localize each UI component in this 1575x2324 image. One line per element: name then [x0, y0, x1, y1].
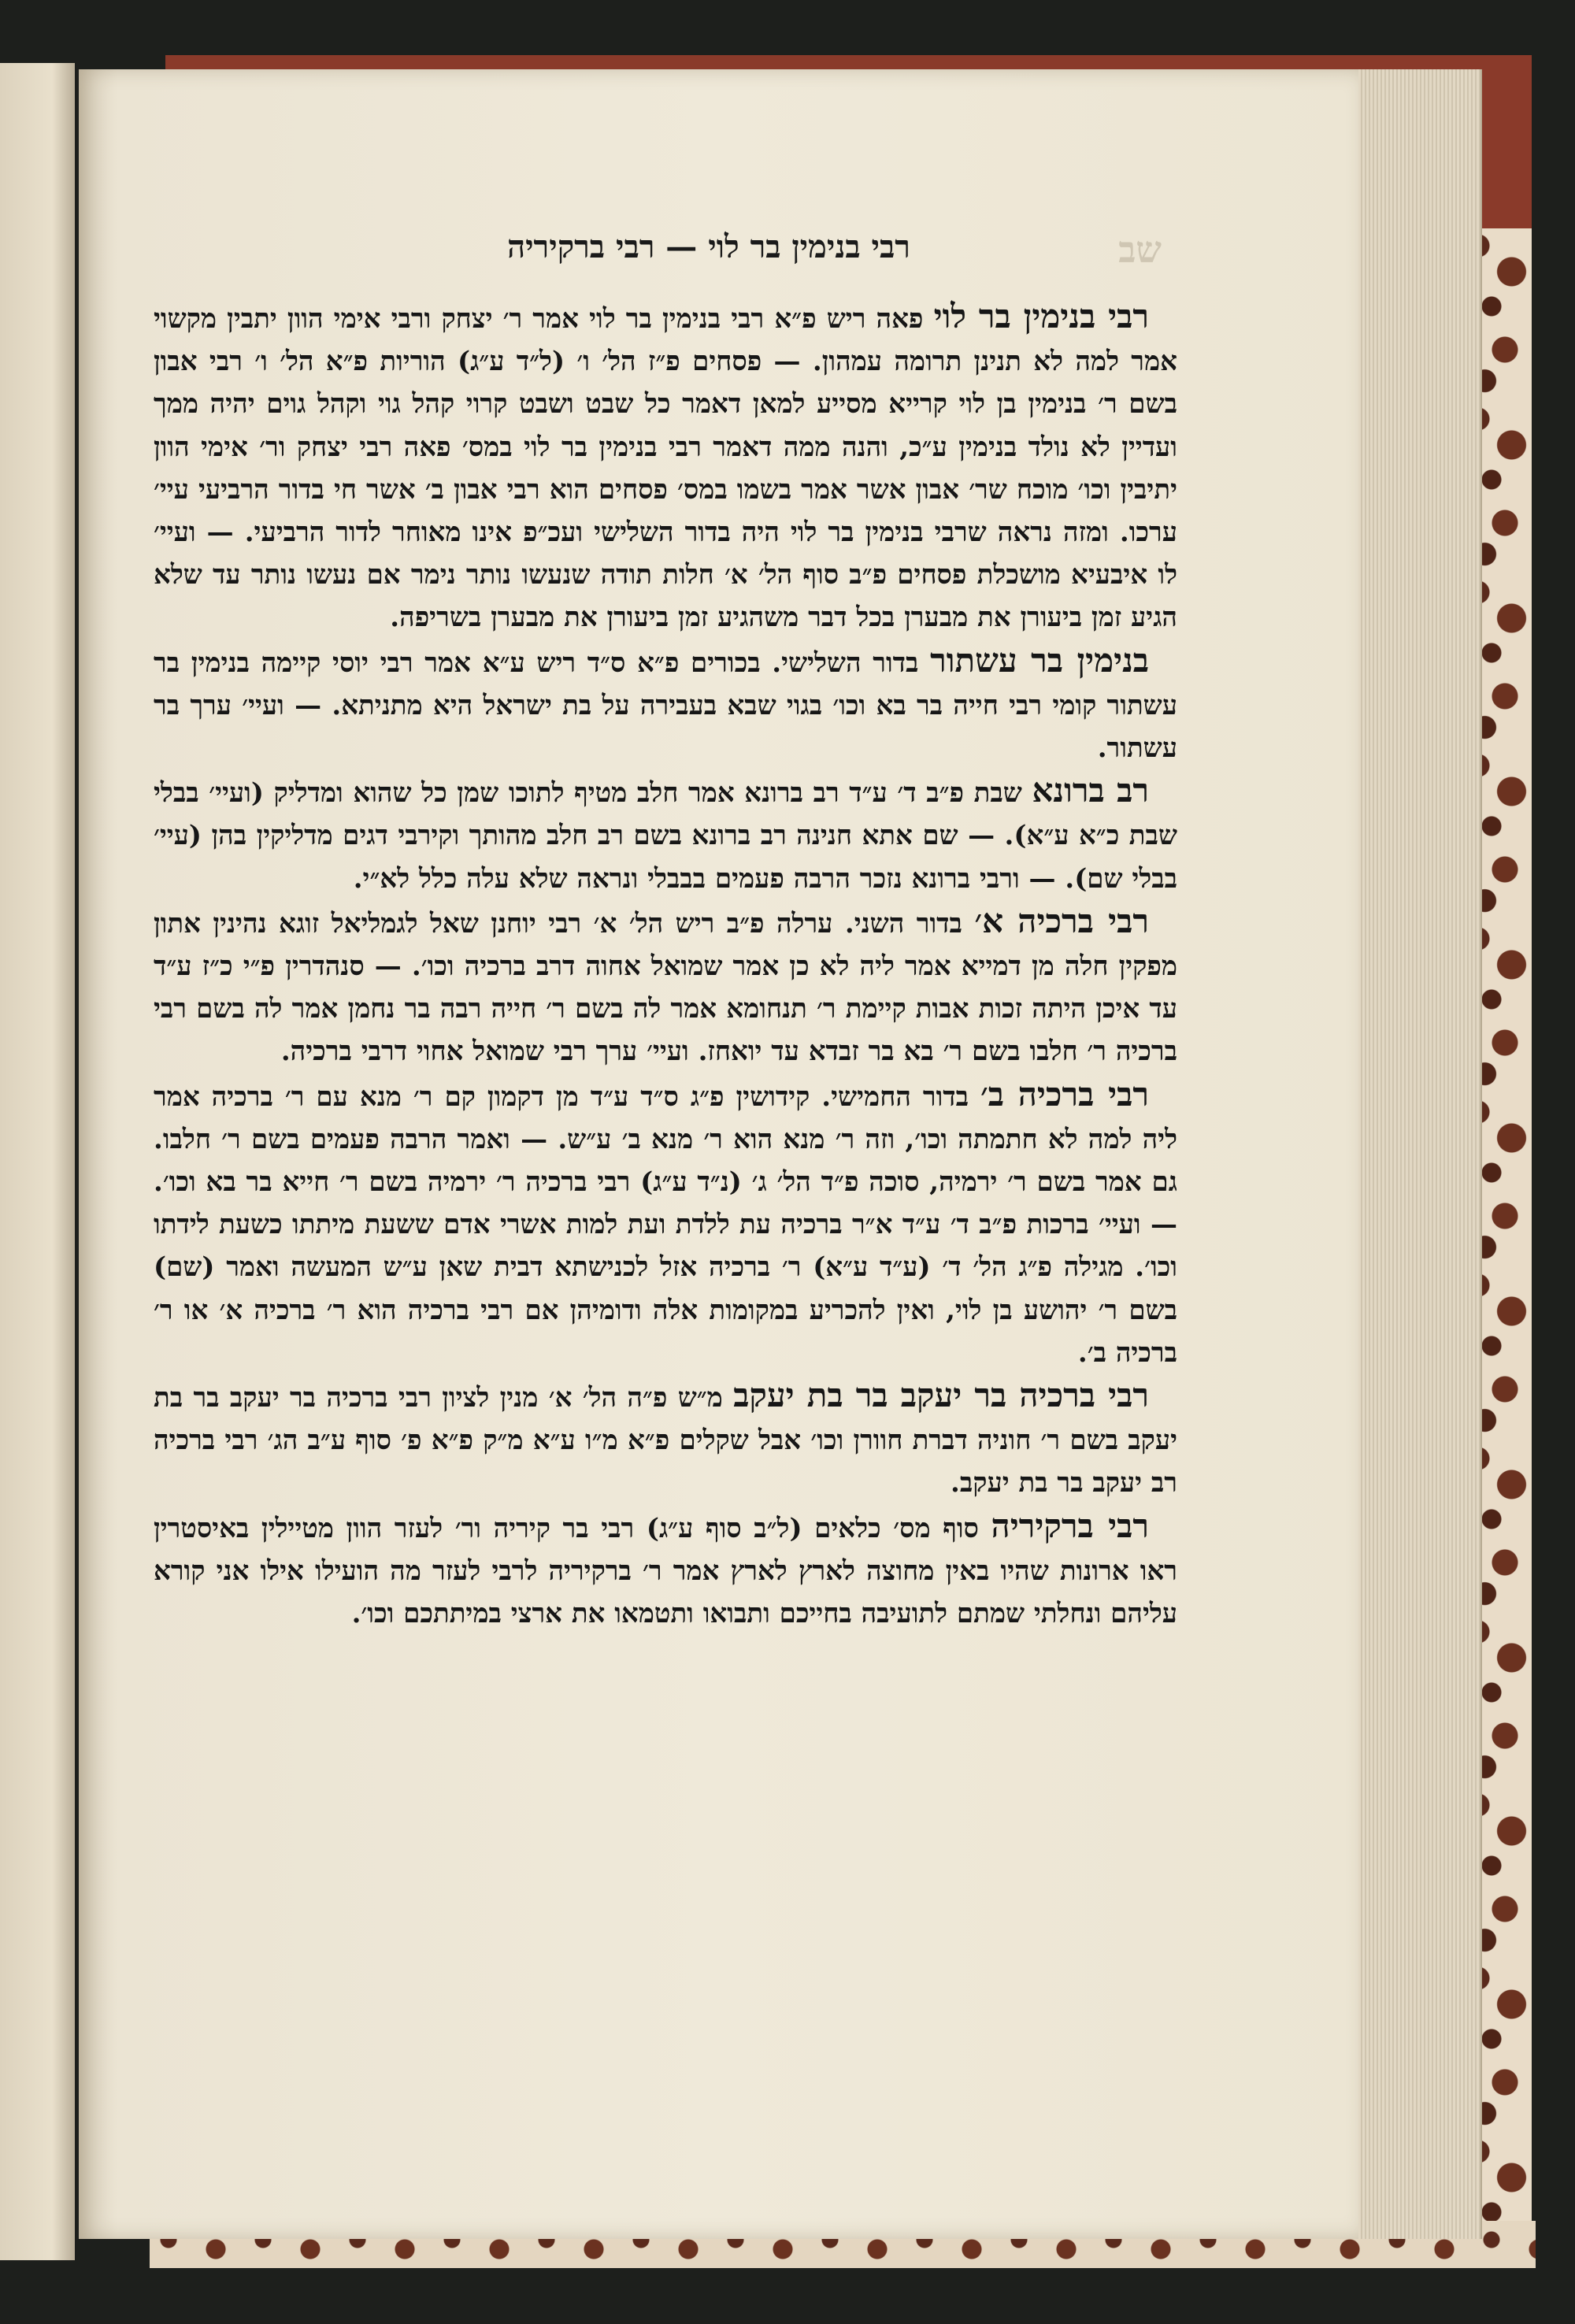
entry-headword: רבי בנימין בר לוי — [933, 297, 1149, 335]
entry-headword: רבי ברכיה א׳ — [974, 901, 1149, 940]
entry — [154, 1374, 1177, 1505]
entry-text: בדור השני. ערלה פ״ב ריש הל׳ א׳ רבי יוחנן שאל לגמליאל זוגא נהינין אתון מפקין חלה מן דמייא אמר ליה לא כן אמר שמואל אחוה דרב ברכיה וכו׳. — סנהדרין פ״י כ״ז ע״ד עד איכן היתה זכות אבות קיימת ר׳ תנחומא אמר לה בשם ר׳ חייה רבה בר נחמן אמר לה בשם רבי ברכיה ר׳ חלבו בשם ר׳ בא בר זבדא עד יואחז. ועיי׳ ערך רבי שמואל אחוי דרבי ברכיה. — [154, 907, 1177, 1068]
facing-page-edge — [0, 63, 75, 2260]
entry-headword: רבי ברכיה בר יעקב בר בת יעקב — [733, 1376, 1149, 1415]
entry-headword: בנימין בר עשתור — [930, 640, 1149, 680]
entry — [154, 1073, 1177, 1374]
page-body — [154, 295, 1177, 2091]
entry-headword: רבי ברכיה ב׳ — [980, 1074, 1149, 1114]
entry-text: בדור החמישי. קידושין פ״ג ס״ד ע״ד מן דקמון קם ר׳ מנא עם ר׳ ברכיה אמר ליה למה לא חתמתה וכו׳, וזה ר׳ מנא הוא ר׳ מנא ב׳ ע״ש. — ואמר הרבה פעמים בשם ר׳ חלבו. גם אמר בשם ר׳ ירמיה, סוכה פ״ד הל׳ ג׳ (נ״ד ע״ג) רבי ברכיה ר׳ ירמיה בשם ר׳ חייא בר בא וכו׳. — ועיי׳ ברכות פ״ב ד׳ ע״ד א״ר ברכיה עת ללדת ועת למות אשרי אדם ששעת מיתתו כשעת לידתו וכו׳. מגילה פ״ג הל׳ ד׳ (ע״ד ע״א) ר׳ ברכיה אזל לכנישתא דבית שאן ע״ש המעשה ואמר (שם) בשם ר׳ יהושע בן לוי, ואין להכריע במקומות אלה ודומיהן אם רבי ברכיה הוא ר׳ ברכיה א׳ או ר׳ ברכיה ב׳. — [154, 1080, 1177, 1369]
entry-headword: רבי ברקיריה — [991, 1506, 1150, 1545]
entry-text: מ״ש פ״ה הל׳ א׳ מנין לציון רבי ברכיה בר יעקב בר בת יעקב בשם ר׳ חוניה דברת חוורן וכו׳ אבל שקלים פ״א מ״ו ע״א מ״ק פ״א פ׳ סוף ע״ב הג׳ רבי ברכיה רב יעקב בר בת יעקב. — [154, 1382, 1177, 1499]
page-stack-edges — [1339, 69, 1482, 2239]
entry — [154, 639, 1177, 770]
entry — [154, 900, 1177, 1073]
page-number: שב — [1118, 228, 1162, 271]
entry-text: שבת פ״ב ד׳ ע״ד רב ברונא אמר חלב מטיף לתוכו שמן כל שהוא ומדליק (ועיי׳ בבלי שבת כ״א ע״א). — שם אתא חנינה רב ברונא בשם רב חלב מהותך וקירבי דגים מדליקין בהן (עיי׳ בבלי שם). — ורבי ברונא נזכר הרבה פעמים בבבלי ונראה שלא עלה כלל לא״י. — [154, 777, 1177, 895]
entry — [154, 1505, 1177, 1636]
entry-text: בדור השלישי. בכורים פ״א ס״ד ריש ע״א אמר רבי יוסי קיימה בנימין בר עשתור קומי רבי חייה בר בא וכו׳ בגוי שבא בעבירה על בת ישראל היא מתניתא. — ועיי׳ ערך בר עשתור. — [154, 647, 1177, 765]
running-header: רבי בנימין בר לוי — רבי ברקיריה — [507, 228, 910, 265]
entry — [154, 769, 1177, 900]
entry — [154, 295, 1177, 639]
entry-headword: רב ברונא — [1032, 771, 1149, 810]
entry-text: פאה ריש פ״א רבי בנימין בר לוי אמר ר׳ יצחק ורבי אימי הוון יתבין מקשוי אמר למה לא תנינן תרומה עמהון. — פסחים פ״ז הל׳ ו׳ (ל״ד ע״ג) הוריות פ״א הל׳ ו׳ רבי אבון בשם ר׳ בנימין בן לוי קרייא מסייע למאן דאמר כל שבט ושבט קרוי קהל גוי וקהל גוים יהיה ממך ועדיין לא נולד בנימין ע״כ, והנה ממה דאמר רבי בנימין בר לוי במס׳ פאה רבי יצחק ור׳ אימי הוון יתיבין וכו׳ מוכח שר׳ אבון אשר אמר בשמו במס׳ פסחים הוא רבי אבון ב׳ אשר חי בדור הרביעי עיי׳ ערכו. ומזה נראה שרבי בנימין בר לוי היה בדור השלישי ועכ״פ אינו מאוחר לדור הרביעי. — ועיי׳ לו איבעיא מושכלת פסחים פ״ב סוף הל׳ א׳ חלות תודה שנעשו נותר נימר אם נעשו נותר עד שלא הגיע זמן ביעורן את מבערן בכל דבר משהגיע זמן ביעורן את מבערן בשריפה. — [154, 303, 1177, 634]
entry-text: סוף מס׳ כלאים (ל״ב סוף ע״ג) רבי בר קיריה ור׳ לעזר הוון מטיילין באיסטרין ראו ארונות שהיו באין מחוצה לארץ לארץ אמר ר׳ ברקיריה לרבי לעזר מה הועילו אילו אני קורא עליהם ונחלתי שמתם לתועיבה בחייכם ותבואו ותטמאו את ארצי במיתתכם וכו׳. — [154, 1512, 1177, 1630]
